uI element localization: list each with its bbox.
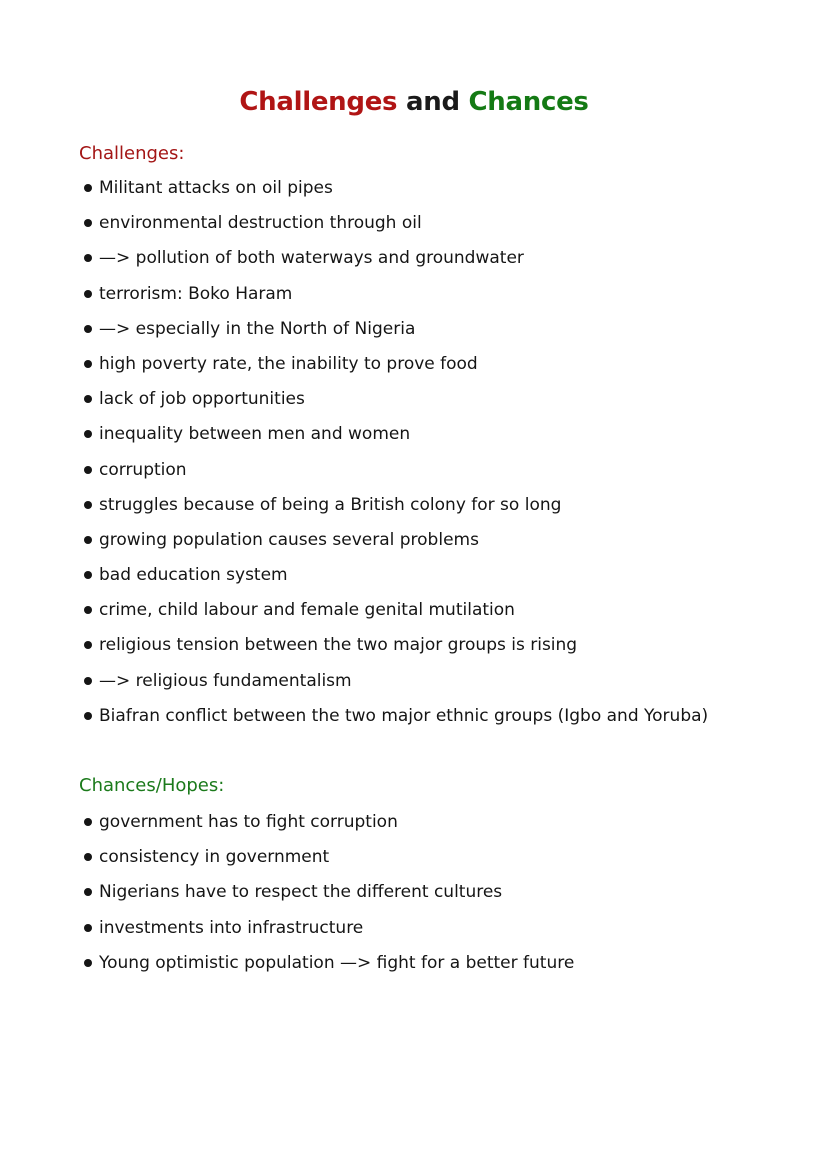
list-item: Nigerians have to respect the different cultures (84, 880, 574, 915)
list-item: government has to fight corruption (84, 810, 574, 845)
chances-heading: Chances/Hopes: (79, 775, 225, 796)
list-item: —> especially in the North of Nigeria (84, 317, 708, 352)
list-item: struggles because of being a British colony for so long (84, 493, 708, 528)
bullet-icon (84, 677, 92, 685)
bullet-icon (84, 290, 92, 298)
list-item: religious tension between the two major groups is rising (84, 633, 708, 668)
bullet-icon (84, 818, 92, 826)
challenges-heading: Challenges: (79, 143, 185, 164)
list-item: —> pollution of both waterways and groundwater (84, 246, 708, 281)
bullet-icon (84, 360, 92, 368)
list-item: growing population causes several problems (84, 528, 708, 563)
list-item: consistency in government (84, 845, 574, 880)
bullet-icon (84, 501, 92, 509)
list-item: bad education system (84, 563, 708, 598)
list-item: terrorism: Boko Haram (84, 282, 708, 317)
bullet-icon (84, 853, 92, 861)
title-challenges-word: Challenges (239, 87, 398, 117)
bullet-icon (84, 959, 92, 967)
bullet-icon (84, 712, 92, 720)
list-item: inequality between men and women (84, 422, 708, 457)
bullet-icon (84, 571, 92, 579)
title-chances-word: Chances (468, 87, 589, 117)
title-and-word: and (405, 87, 460, 117)
list-item: —> religious fundamentalism (84, 669, 708, 704)
bullet-icon (84, 430, 92, 438)
page-title (0, 84, 828, 120)
bullet-icon (84, 219, 92, 227)
challenges-list (84, 176, 708, 739)
list-item: lack of job opportunities (84, 387, 708, 422)
bullet-icon (84, 924, 92, 932)
bullet-icon (84, 184, 92, 192)
bullet-icon (84, 888, 92, 896)
list-item: environmental destruction through oil (84, 211, 708, 246)
list-item: crime, child labour and female genital mutilation (84, 598, 708, 633)
chances-list (84, 810, 574, 986)
list-item: corruption (84, 458, 708, 493)
list-item: high poverty rate, the inability to prove food (84, 352, 708, 387)
bullet-icon (84, 395, 92, 403)
bullet-icon (84, 325, 92, 333)
bullet-icon (84, 536, 92, 544)
bullet-icon (84, 641, 92, 649)
list-item: investments into infrastructure (84, 916, 574, 951)
list-item: Young optimistic population —> fight for a better future (84, 951, 574, 986)
list-item: Militant attacks on oil pipes (84, 176, 708, 211)
bullet-icon (84, 606, 92, 614)
bullet-icon (84, 466, 92, 474)
list-item: Biafran conflict between the two major ethnic groups (Igbo and Yoruba) (84, 704, 708, 739)
bullet-icon (84, 254, 92, 262)
